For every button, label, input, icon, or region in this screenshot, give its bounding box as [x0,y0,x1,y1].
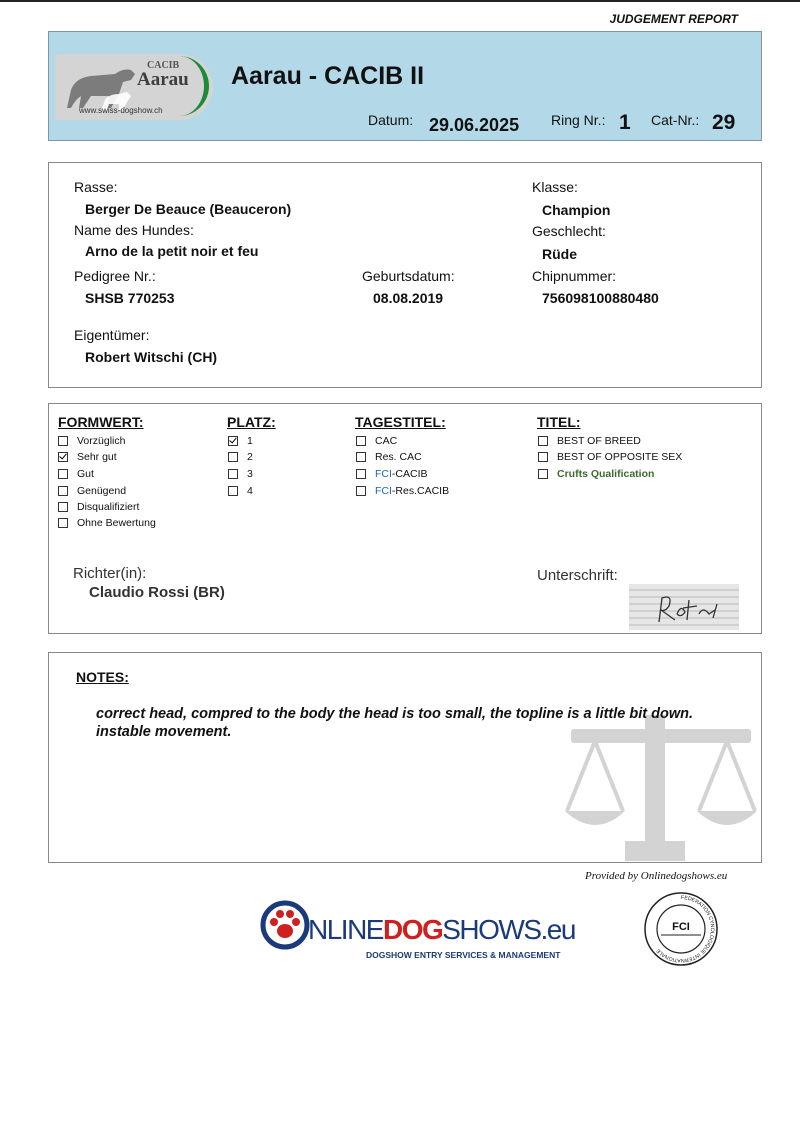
dog-details-box [48,162,762,388]
titel-option-bob[interactable]: BEST OF BREED [538,435,641,447]
provided-by: Provided by Onlinedogshows.eu [585,870,728,882]
platz-heading: PLATZ: [227,414,276,430]
rasse-label: Rasse: [74,179,118,195]
formwert-option-ohne-bewertung[interactable]: Ohne Bewertung [58,517,156,529]
owner-value: Robert Witschi (CH) [85,349,218,365]
datum-label: Datum: [368,112,414,128]
birthdate-label: Geburtsdatum: [362,268,455,284]
logo-url: www.swiss-dogshow.ch [79,106,163,115]
checkbox-checked[interactable] [58,452,68,462]
checkbox[interactable] [228,469,238,479]
platz-option-3[interactable]: 3 [228,468,253,480]
klasse-label: Klasse: [532,179,578,195]
birthdate-value: 08.08.2019 [373,290,444,306]
paw-icon [260,900,310,950]
titel-heading: TITEL: [537,414,581,430]
klasse-value: Champion [542,202,611,218]
gender-value: Rüde [542,246,577,262]
titel-option-crufts[interactable]: Crufts Qualification [538,468,654,480]
ring-label: Ring Nr.: [551,112,606,128]
logo-cacib: CACIB [147,60,180,71]
judge-label: Richter(in): [73,565,147,582]
dog-name-value: Arno de la petit noir et feu [85,243,259,259]
datum-value: 29.06.2025 [429,115,520,135]
platz-option-4[interactable]: 4 [228,485,253,497]
show-header [48,31,762,141]
top-rule [0,0,800,2]
show-title: Aarau - CACIB II [231,62,425,90]
checkbox[interactable] [58,518,68,528]
signature-image [629,584,739,630]
formwert-option-sehr-gut[interactable]: Sehr gut [58,451,117,463]
ring-value: 1 [619,111,631,134]
notes-heading: NOTES: [76,669,129,685]
odg-tagline: DOGSHOW ENTRY SERVICES & MANAGEMENT [366,950,561,960]
pedigree-label: Pedigree Nr.: [74,268,156,284]
checkbox[interactable] [58,469,68,479]
logo-aarau: Aarau [137,69,189,90]
formwert-option-vorzuglich[interactable]: Vorzüglich [58,435,125,447]
checkbox-checked[interactable] [228,436,238,446]
checkbox[interactable] [538,436,548,446]
cat-label: Cat-Nr.: [651,112,700,128]
platz-option-1[interactable]: 1 [228,435,253,447]
cat-value: 29 [712,111,736,134]
titel-option-bos[interactable]: BEST OF OPPOSITE SEX [538,451,682,463]
formwert-option-genugend[interactable]: Genügend [58,485,126,497]
formwert-option-disqualifiziert[interactable]: Disqualifiziert [58,501,139,513]
checkbox[interactable] [356,452,366,462]
tagestitel-heading: TAGESTITEL: [355,414,446,430]
results-box [48,403,762,634]
platz-option-2[interactable]: 2 [228,451,253,463]
checkbox[interactable] [356,436,366,446]
notes-text: correct head, compred to the body the head is too small, the topline is a little bit down. instable movement. [96,706,693,740]
chip-label: Chipnummer: [532,268,617,284]
rasse-value: Berger De Beauce (Beauceron) [85,201,292,217]
report-label: JUDGEMENT REPORT [609,12,738,26]
checkbox[interactable] [356,469,366,479]
checkbox[interactable] [356,486,366,496]
signature-label: Unterschrift: [537,567,618,584]
owner-label: Eigentümer: [74,327,150,343]
fci-word: FCI [672,921,690,933]
tagestitel-option-fci-cacib[interactable]: FCI -CACIB [356,468,428,480]
checkbox[interactable] [58,486,68,496]
checkbox[interactable] [228,486,238,496]
formwert-heading: FORMWERT: [58,414,144,430]
gender-label: Geschlecht: [532,223,606,239]
judge-value: Claudio Rossi (BR) [89,584,225,601]
checkbox[interactable] [228,452,238,462]
fci-seal [643,891,719,972]
dog-name-label: Name des Hundes: [74,222,194,238]
svg-text:FEDERATION CYNOLOGIQUE INTERNA: FEDERATION CYNOLOGIQUE INTERNATIONALE [655,894,715,964]
pedigree-value: SHSB 770253 [85,290,175,306]
chip-value: 756098100880480 [542,290,659,306]
notes-box [48,652,762,863]
checkbox[interactable] [58,436,68,446]
show-logo [55,54,213,120]
checkbox[interactable] [538,452,548,462]
checkbox[interactable] [58,502,68,512]
tagestitel-option-res-cac[interactable]: Res. CAC [356,451,422,463]
tagestitel-option-cac[interactable]: CAC [356,435,397,447]
formwert-option-gut[interactable]: Gut [58,468,94,480]
tagestitel-option-fci-res-cacib[interactable]: FCI -Res.CACIB [356,485,449,497]
odg-wordmark: NLINEDOGSHOWS.eu [308,914,575,945]
checkbox[interactable] [538,469,548,479]
